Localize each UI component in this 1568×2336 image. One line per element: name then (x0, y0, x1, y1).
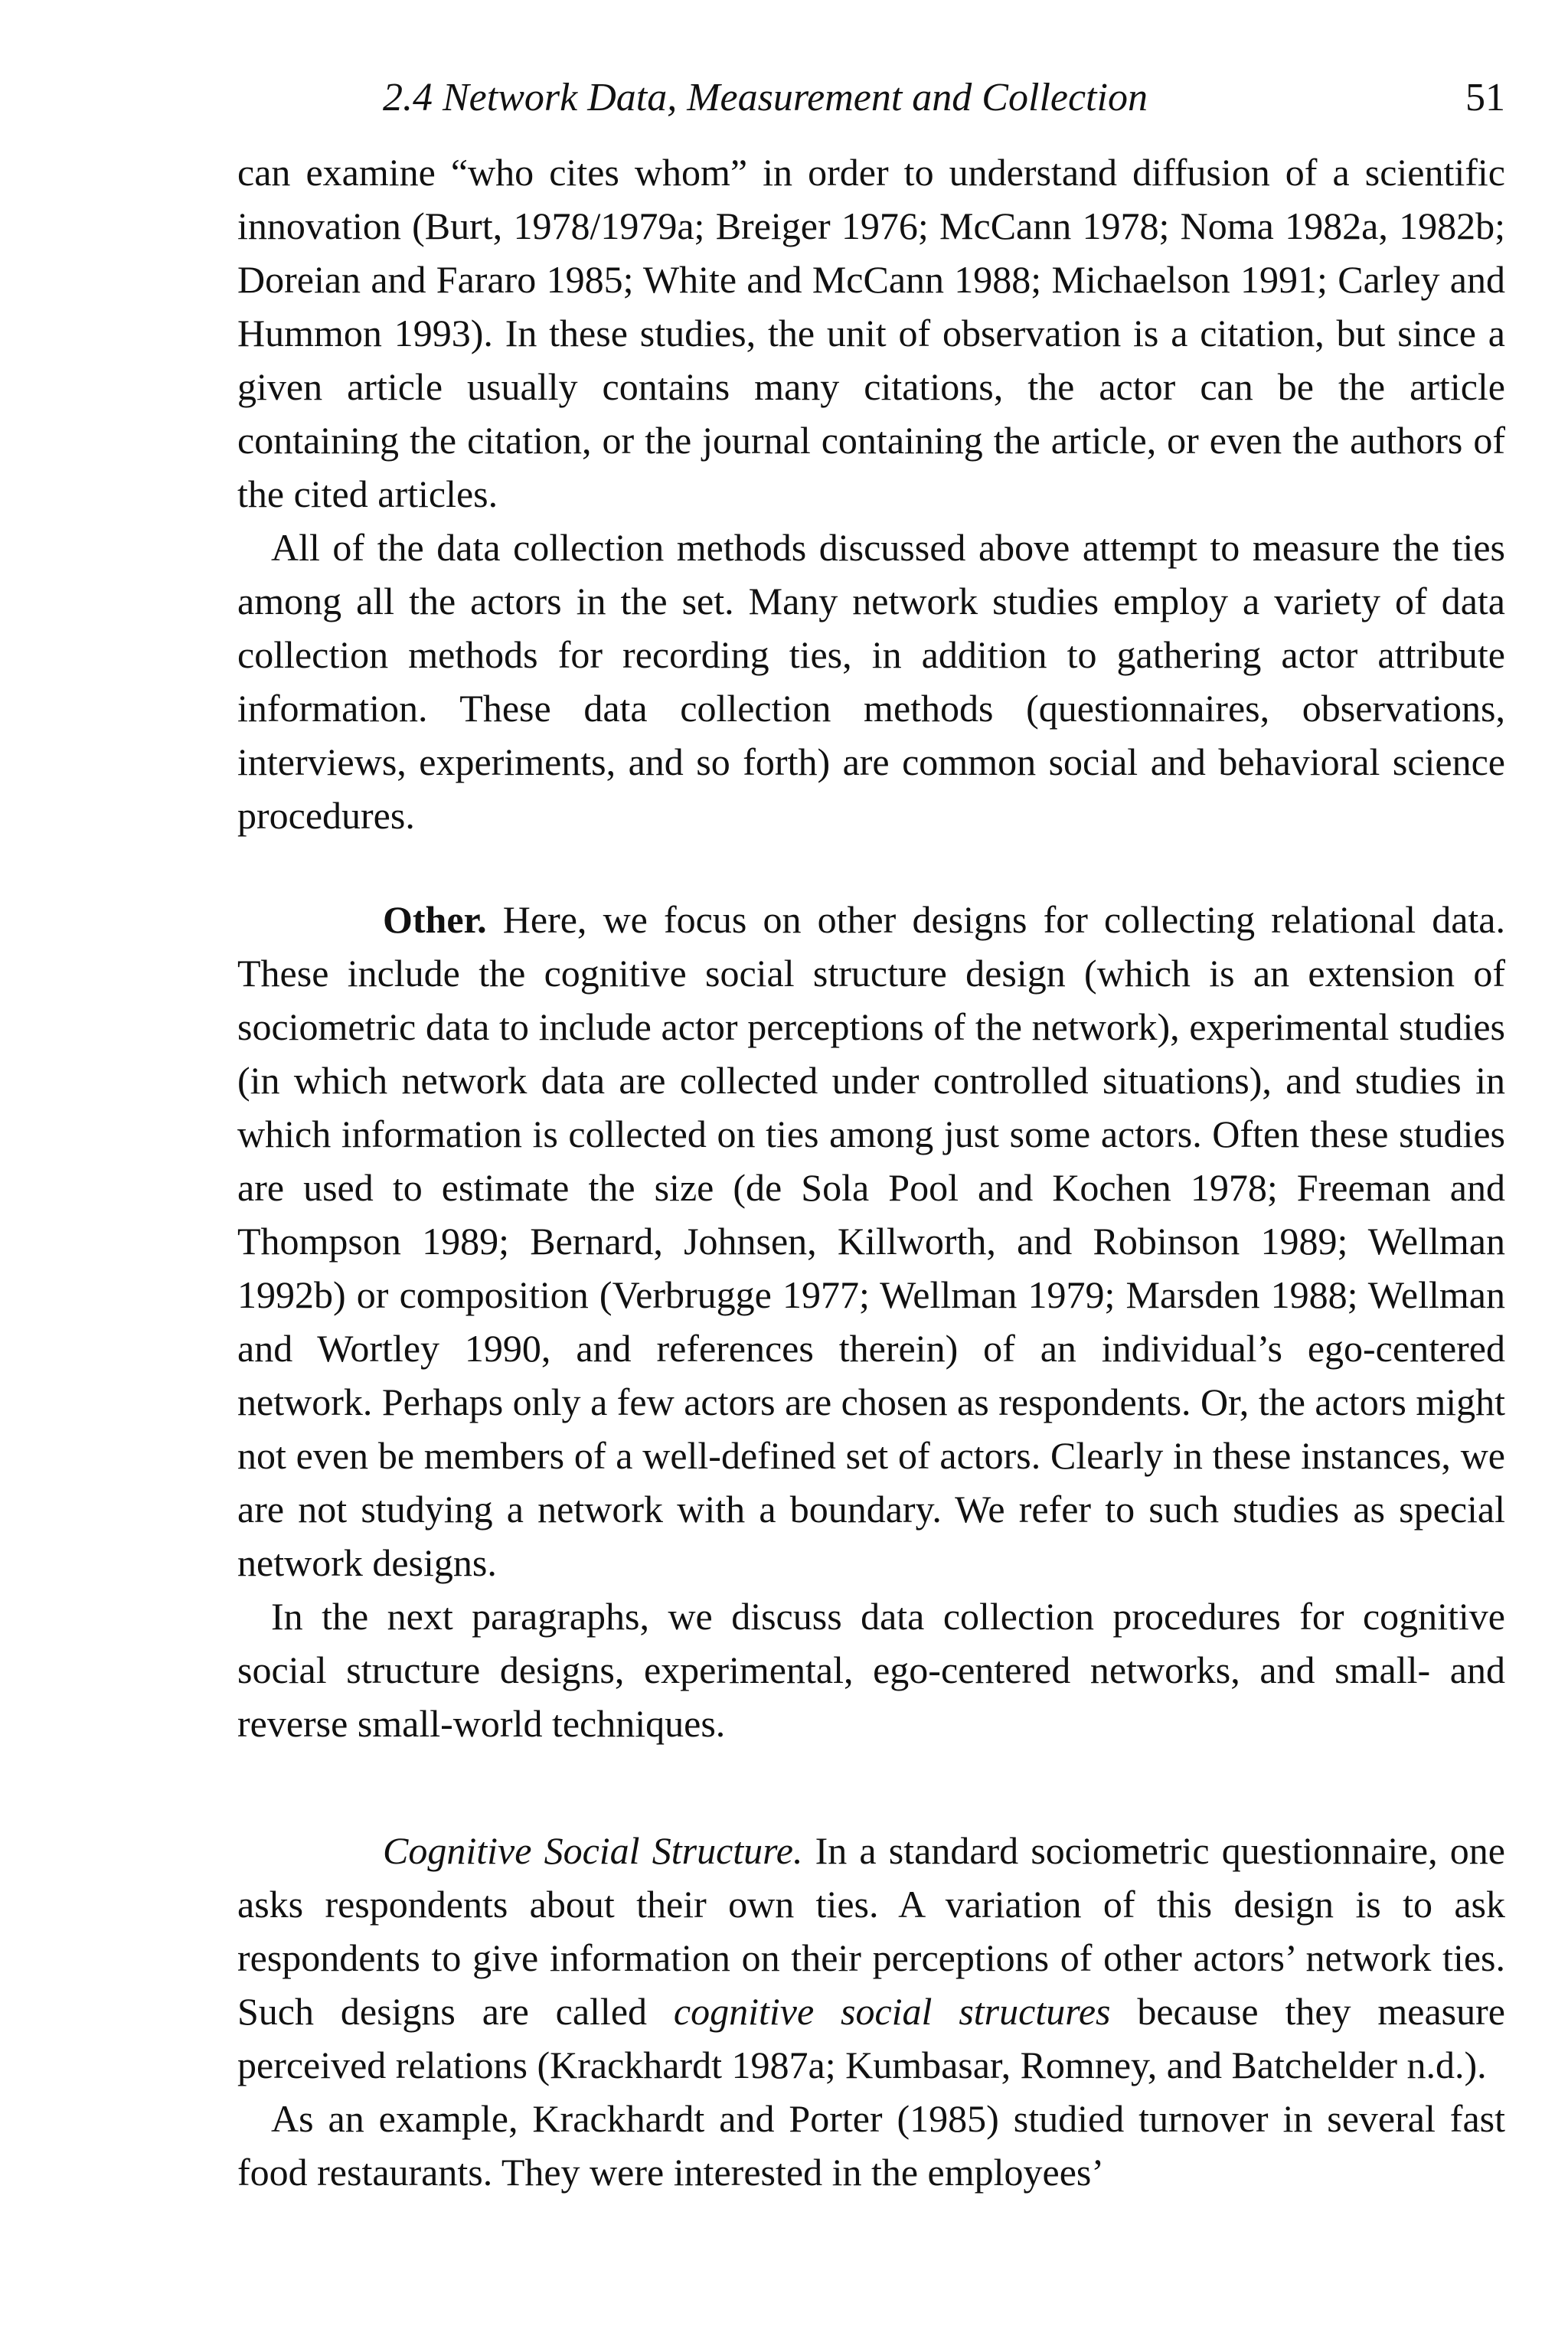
emphasis-cognitive-social-structures: cognitive social structures (673, 1990, 1111, 2033)
run-in-heading-cognitive-social-structure: Cognitive Social Structure. (383, 1829, 803, 1872)
paragraph-data-collection-methods: All of the data collection methods discussed above attempt to measure the ties among all the actors in the set. Many network studies employ a variety of data collection methods for recording ties, in addition to gathering actor attribute information. These data collection methods (questionnaires, observations, interviews, experiments, and so forth) are common social and behavioral science procedures. (237, 526, 1505, 837)
paragraph-other-designs-text: Here, we focus on other designs for collecting relational data. These include the cognitive social structure design (which is an extension of sociometric data to include actor perceptions of the network), experimental studies (in which network data are collected under controlled situations), and studies in which information is collected on ties among just some actors. Often these studies are used to estimate the size (de Sola Pool and Kochen 1978; Freeman and Thompson 1989; Bernard, Johnsen, Killworth, and Robinson 1989; Wellman 1992b) or composition (Verbrugge 1977; Wellman 1979; Marsden 1988; Wellman and Wortley 1990, and references therein) of an individual’s ego-centered network. Perhaps only a few actors are chosen as respondents. Or, the actors might not even be members of a well-defined set of actors. Clearly in these instances, we are not studying a network with a boundary. We refer to such studies as special network designs. (237, 898, 1505, 1584)
paragraph-css-text-after: because they measure perceived relations (Krackhardt 1987a; Kumbasar, Romney, and Batchelder n.d.). (237, 1990, 1505, 2086)
page-number: 51 (1465, 76, 1505, 119)
body-text (237, 145, 1505, 2199)
running-title: 2.4 Network Data, Measurement and Collection (383, 76, 1148, 119)
run-in-heading-other: Other. (383, 898, 487, 941)
paragraph-cognitive-social-structure (237, 1824, 1505, 2092)
paragraph-citation-networks: can examine “who cites whom” in order to understand diffusion of a scientific innovation (Burt, 1978/1979a; Breiger 1976; McCann 1978; Noma 1982a, 1982b; Doreian and Fararo 1985; White and McCann 1988; Michaelson 1991; Carley and Hummon 1993). In these studies, the unit of observation is a citation, but since a given article usually contains many citations, the actor can be the article containing the citation, or the journal containing the article, or even the authors of the cited articles. (237, 151, 1505, 515)
paragraph-next-paragraphs: In the next paragraphs, we discuss data collection procedures for cognitive social structure designs, experimental, ego-centered networks, and small- and reverse small-world techniques. (237, 1595, 1505, 1745)
paragraph-krackhardt-example: As an example, Krackhardt and Porter (1985) studied turnover in several fast food restaurants. They were interested in the employees’ (237, 2097, 1505, 2194)
paragraph-other-designs (237, 893, 1505, 1589)
running-head (237, 67, 1505, 129)
paragraph-css-text-before: In a standard sociometric questionnaire, one asks respondents about their own ties. A variation of this design is to ask respondents to give information on their perceptions of other actors’ network ties. Such designs are called (237, 1829, 1505, 2033)
